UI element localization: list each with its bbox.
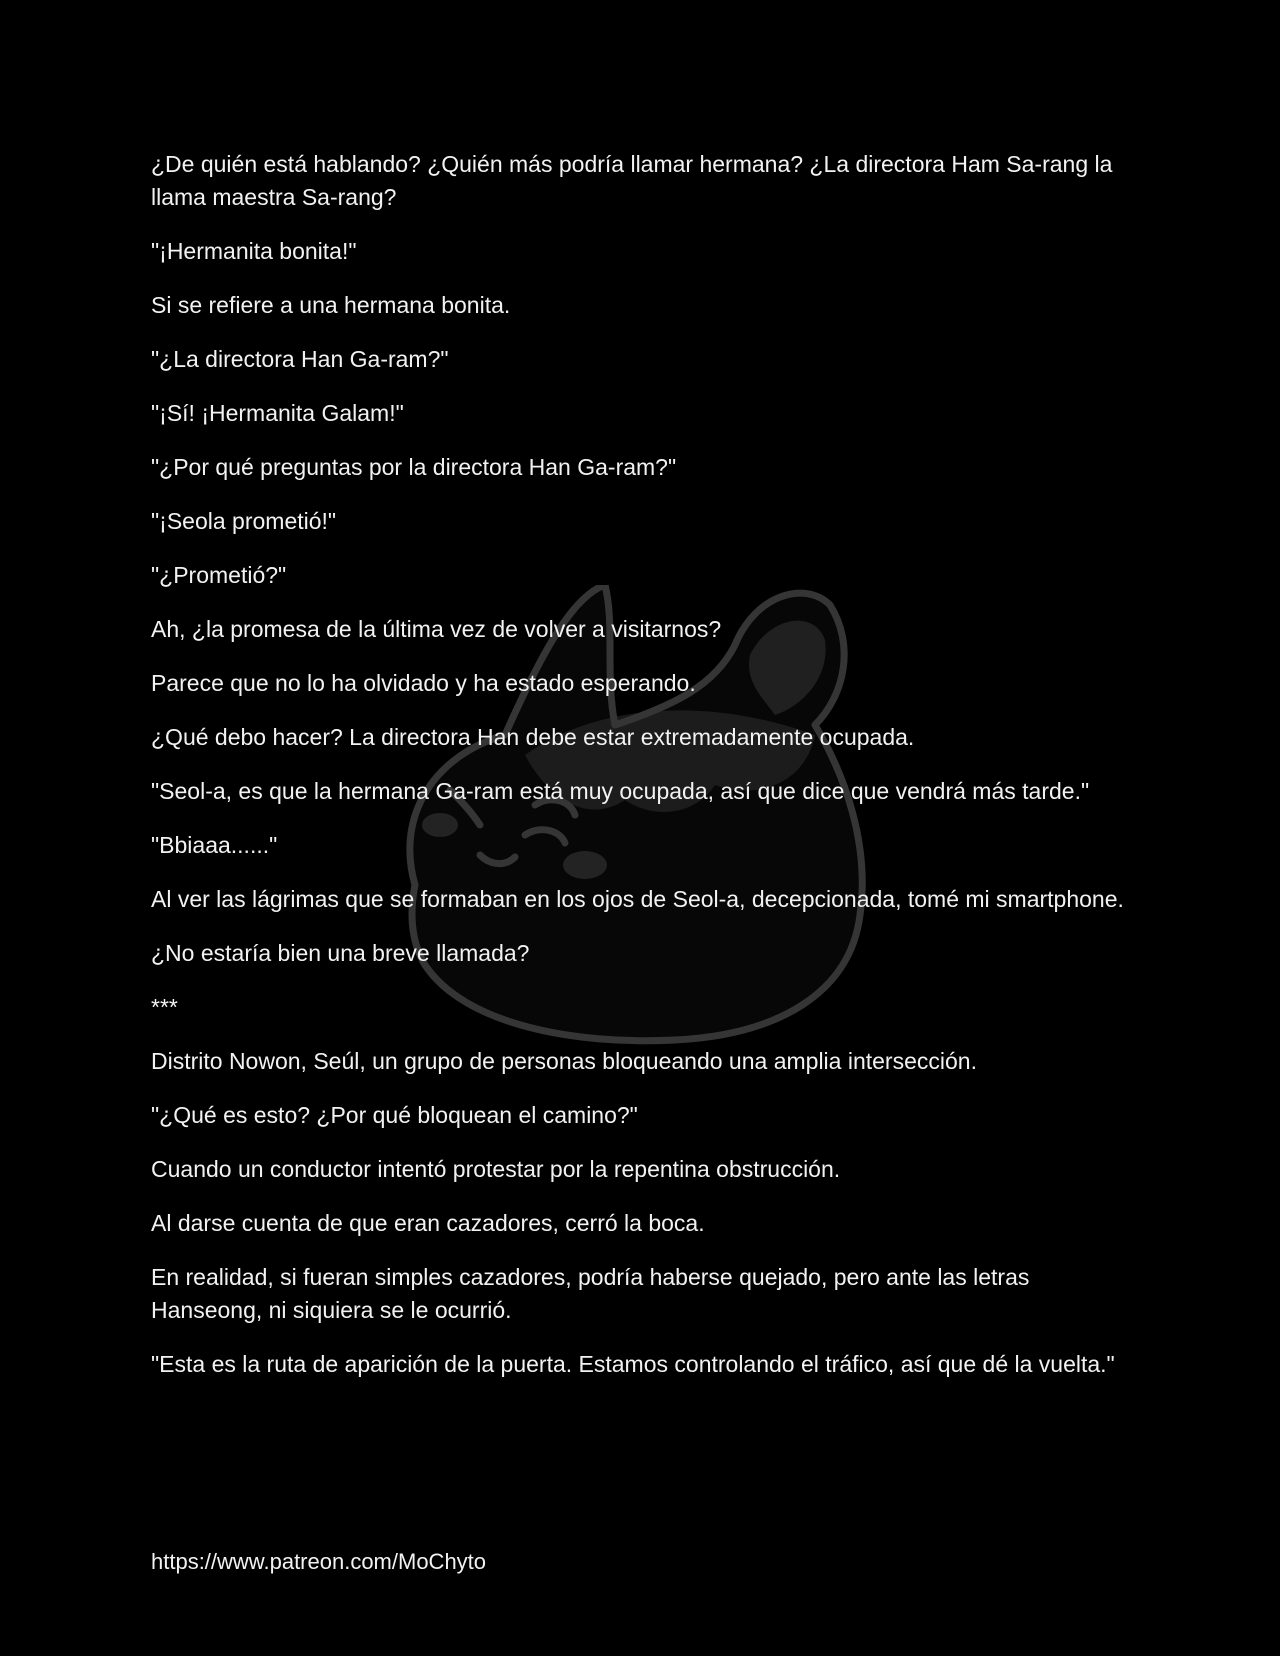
- paragraph: Al ver las lágrimas que se formaban en los ojos de Seol-a, decepcionada, tomé mi smartphone.: [151, 886, 1124, 912]
- paragraph: ¿No estaría bien una breve llamada?: [151, 940, 530, 966]
- article-body: [151, 148, 1136, 1402]
- paragraph: Parece que no lo ha olvidado y ha estado esperando.: [151, 670, 696, 696]
- paragraph: Ah, ¿la promesa de la última vez de volver a visitarnos?: [151, 616, 722, 642]
- paragraph: Cuando un conductor intentó protestar por la repentina obstrucción.: [151, 1156, 841, 1182]
- paragraph: "Esta es la ruta de aparición de la puerta. Estamos controlando el tráfico, así que dé la vuelta.": [151, 1351, 1115, 1377]
- paragraph: ¿Qué debo hacer? La directora Han debe estar extremadamente ocupada.: [151, 724, 915, 750]
- patreon-link[interactable]: https://www.patreon.com/MoChyto: [151, 1549, 487, 1574]
- section-separator: ***: [151, 994, 178, 1020]
- paragraph: "¿Prometió?": [151, 562, 287, 588]
- paragraph: "¡Sí! ¡Hermanita Galam!": [151, 400, 404, 426]
- paragraph: "¡Hermanita bonita!": [151, 238, 357, 264]
- paragraph: "¿Qué es esto? ¿Por qué bloquean el camino?": [151, 1102, 638, 1128]
- paragraph: "Seol-a, es que la hermana Ga-ram está muy ocupada, así que dice que vendrá más tarde.": [151, 778, 1090, 804]
- paragraph: "¿Por qué preguntas por la directora Han Ga-ram?": [151, 454, 677, 480]
- paragraph: Si se refiere a una hermana bonita.: [151, 292, 511, 318]
- paragraph: "¡Seola prometió!": [151, 508, 337, 534]
- paragraph: "Bbiaaa......": [151, 832, 278, 858]
- paragraph: En realidad, si fueran simples cazadores, podría haberse quejado, pero ante las letras Hanseong, ni siquiera se le ocurrió.: [151, 1264, 1036, 1323]
- paragraph: Al darse cuenta de que eran cazadores, cerró la boca.: [151, 1210, 705, 1236]
- paragraph: ¿De quién está hablando? ¿Quién más podría llamar hermana? ¿La directora Ham Sa-rang la llama maestra Sa-rang?: [151, 151, 1119, 210]
- paragraph: Distrito Nowon, Seúl, un grupo de personas bloqueando una amplia intersección.: [151, 1048, 977, 1074]
- paragraph: "¿La directora Han Ga-ram?": [151, 346, 449, 372]
